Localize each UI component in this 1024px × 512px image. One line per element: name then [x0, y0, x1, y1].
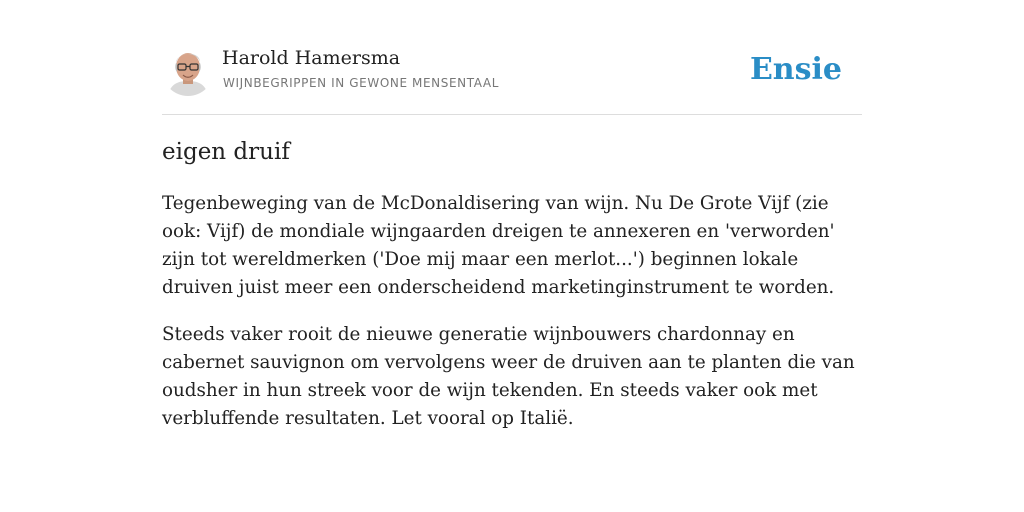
author-portrait-icon [162, 44, 214, 96]
page [162, 0, 862, 512]
entry-paragraph: Steeds vaker rooit de nieuwe generatie wijnbouwers chardonnay en cabernet sauvignon om vervolgens weer de druiven aan te planten die van oudsher in hun streek voor de wijn tekenden. En steeds vaker ook met verbluffende resultaten. Let vooral op Italië. [162, 324, 855, 429]
entry-body [162, 190, 866, 452]
entry-title: eigen druif [162, 139, 290, 165]
ensie-logo[interactable]: Ensie [749, 52, 842, 87]
author-subtitle: WIJNBEGRIPPEN IN GEWONE MENSENTAAL [223, 76, 499, 90]
entry-paragraph: Tegenbeweging van de McDonaldisering van wijn. Nu De Grote Vijf (zie ook: Vijf) de mondiale wijngaarden dreigen te annexeren en 'verworden' zijn tot wereldmerken ('Doe mij maar een merlot...') beginnen lokale druiven juist meer een onderscheidend marketinginstrument te worden. [162, 193, 835, 298]
author-avatar [162, 44, 214, 96]
author-name: Harold Hamersma [222, 47, 401, 69]
author-header [162, 44, 862, 115]
